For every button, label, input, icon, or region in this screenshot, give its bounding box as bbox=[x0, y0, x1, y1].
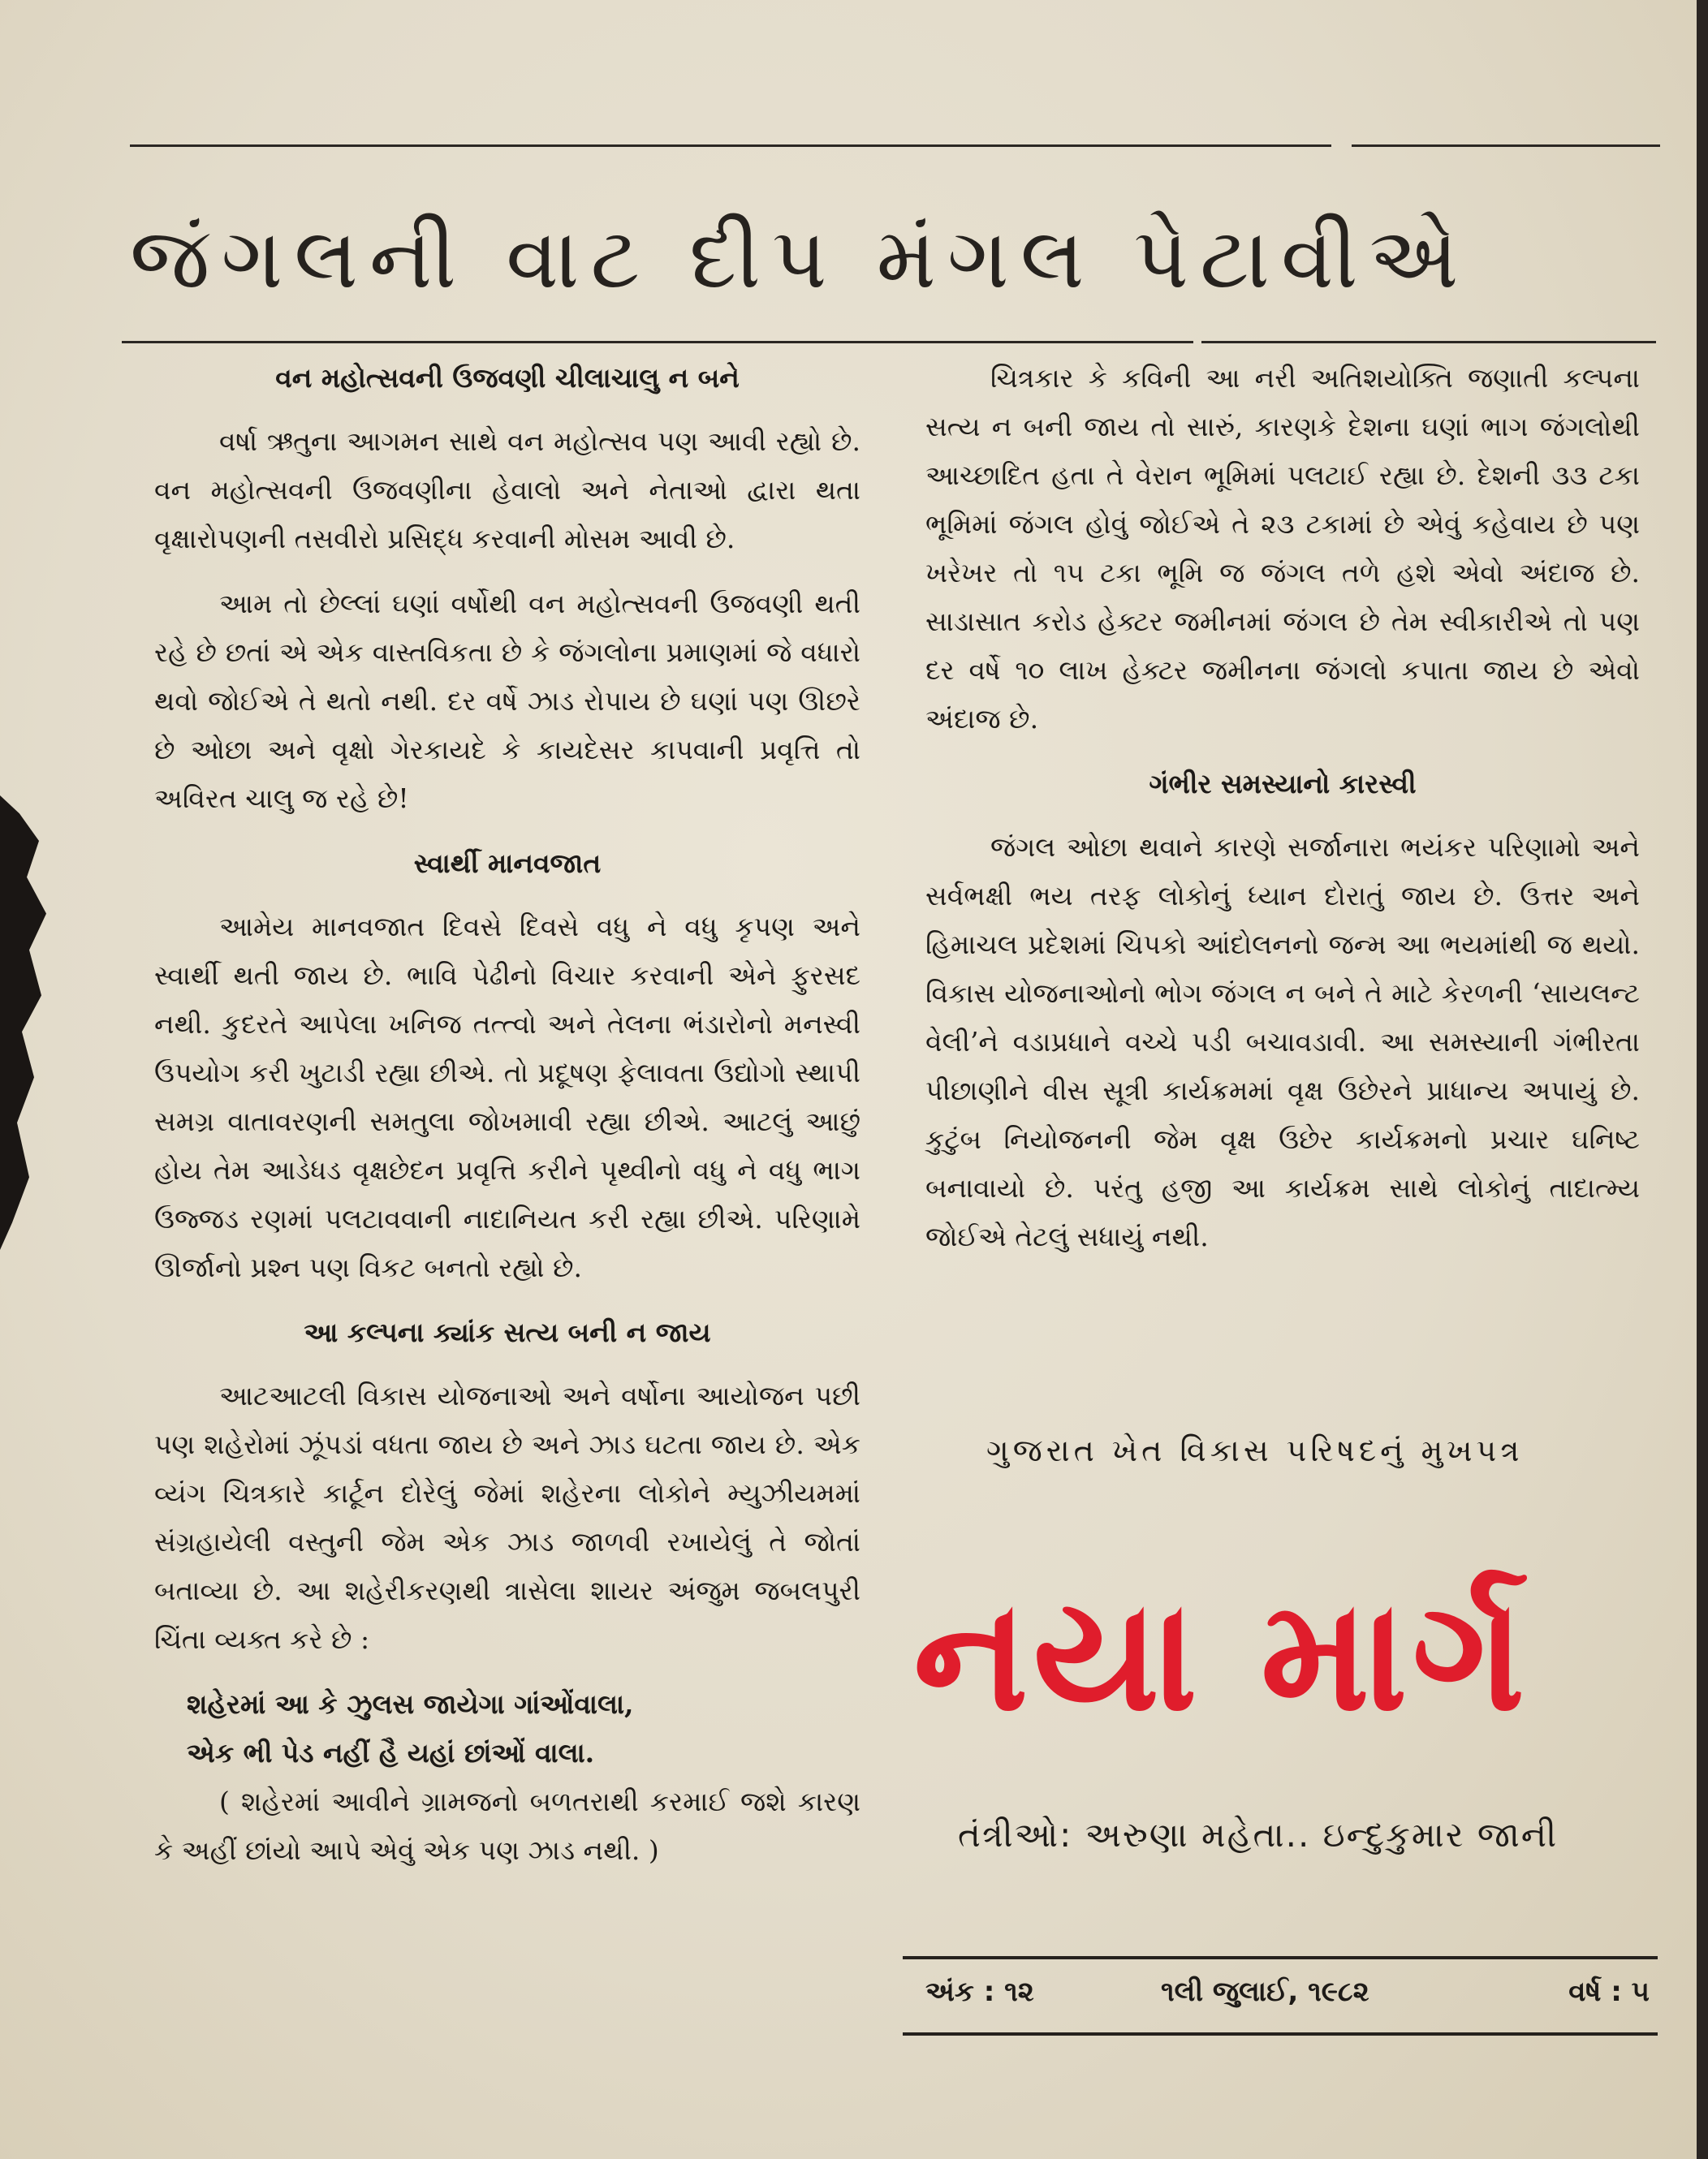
headline-rule-left bbox=[122, 341, 1193, 343]
torn-edge bbox=[0, 795, 49, 1250]
left-column-heading: વન મહોત્સવની ઉજવણી ચીલાચાલુ ન બને bbox=[275, 362, 740, 394]
left-paragraph-3: આમેય માનવજાત દિવસે દિવસે વધુ ને વધુ કૃપણ અને સ્વાર્થી થતી જાય છે. ભાવિ પેઢીનો વિચાર કરવાની એને ફુરસદ નથી. કુદરતે આપેલા ખનિજ તત્ત્વો અને તેલના ભંડારોનો મનસ્વી ઉપયોગ કરી ખુટાડી રહ્યા છીએ. તો પ્રદૂષણ ફેલાવતા ઉદ્યોગો સ્થાપી સમગ્ર વાતાવરણની સમતુલા જોખમાવી રહ્યા છીએ. આટલું આછું હોય તેમ આડેધડ વૃક્ષછેદન પ્રવૃત્તિ કરીને પૃથ્વીનો વધુ ને વધુ ભાગ ઉજ્જડ રણમાં પલટાવવાની નાદાનિયત કરી રહ્યા છીએ. પરિણામે ઊર્જાનો પ્રશ્ન પણ વિકટ બનતો રહ્યો છે. bbox=[154, 911, 860, 1283]
editors-line: તંત્રીઓ: અરુણા મહેતા.. ઇન્દુકુમાર જાની bbox=[958, 1815, 1559, 1855]
left-subheading-2: આ કલ્પના ક્યાંક સત્ય બની ન જાય bbox=[304, 1317, 711, 1348]
issue-bar bbox=[903, 1956, 1658, 2036]
left-column bbox=[154, 349, 860, 1891]
right-paragraph-1: ચિત્રકાર કે કવિની આ નરી અતિશયોક્તિ જણાતી કલ્પના સત્ય ન બની જાય તો સારું, કારણકે દેશના ઘણાં ભાગ જંગલોથી આચ્છાદિત હતા તે વેરાન ભૂમિમાં પલટાઈ રહ્યા છે. દેશની ૩૩ ટકા ભૂમિમાં જંગલ હોવું જોઈએ તે ૨૩ ટકામાં છે એવું કહેવાય છે પણ ખરેખર તો ૧૫ ટકા ભૂમિ જ જંગલ તળે હશે એવો અંદાજ છે. સાડાસાત કરોડ હેક્ટર જમીનમાં જંગલ છે તેમ સ્વીકારીએ તો પણ દર વર્ષે ૧૦ લાખ હેક્ટર જમીનના જંગલો કપાતા જાય છે એવો અંદાજ છે. bbox=[925, 362, 1640, 735]
poem-line-1: શહેરમાં આ કે ઝુલસ જાયેગા ગાંઓંવાલા, bbox=[187, 1688, 634, 1720]
right-paragraph-2: જંગલ ઓછા થવાને કારણે સર્જાનારા ભયંકર પરિણામો અને સર્વભક્ષી ભય તરફ લોકોનું ધ્યાન દોરાતું જાય છે. ઉત્તર અને હિમાચલ પ્રદેશમાં ચિપકો આંદોલનનો જન્મ આ ભયમાંથી જ થયો. વિકાસ યોજનાઓનો ભોગ જંગલ ન બને તે માટે કેરળની ‘સાયલન્ટ વેલી’ને વડાપ્રધાને વચ્ચે પડી બચાવડાવી. આ સમસ્યાની ગંભીરતા પીછાણીને વીસ સૂત્રી કાર્યક્રમમાં વૃક્ષ ઉછેરને પ્રાધાન્ય અપાયું છે. કુટુંબ નિયોજનની જેમ વૃક્ષ ઉછેર કાર્યક્રમનો પ્રચાર ઘનિષ્ટ બનાવાયો છે. પરંતુ હજી આ કાર્યક્રમ સાથે લોકોનું તાદાત્મ્ય જોઈએ તેટલું સધાયું નથી. bbox=[925, 831, 1640, 1252]
masthead-subtitle: ગુજરાત ખેત વિકાસ પરિષદનું મુખપત્ર bbox=[986, 1433, 1524, 1468]
poem-translation: ( શહેરમાં આવીને ગ્રામજનો બળતરાથી કરમાઈ જશે કારણ કે અહીં છાંયો આપે એવું એક પણ ઝાડ નથી. ) bbox=[154, 1786, 860, 1866]
issue-date: ૧લી જુલાઈ, ૧૯૮૨ bbox=[1161, 1976, 1369, 2008]
right-column bbox=[925, 354, 1640, 1278]
top-rule-right bbox=[1352, 144, 1660, 147]
issue-number: અંક : ૧૨ bbox=[925, 1976, 1034, 2008]
top-rule-left bbox=[130, 144, 1331, 147]
poem-line-2: એક ભી પેડ નહીં હૈ યહાં છાંઓં વાલા. bbox=[187, 1737, 595, 1769]
issue-year: વર્ષ : ૫ bbox=[1568, 1976, 1650, 2008]
left-paragraph-2: આમ તો છેલ્લાં ઘણાં વર્ષોથી વન મહોત્સવની ઉજવણી થતી રહે છે છતાં એ એક વાસ્તવિકતા છે કે જંગલોના પ્રમાણમાં જે વધારો થવો જોઈએ તે થતો નથી. દર વર્ષે ઝાડ રોપાય છે ઘણાં પણ ઊછરે છે ઓછા અને વૃક્ષો ગેરકાયદે કે કાયદેસર કાપવાની પ્રવૃત્તિ તો અવિરત ચાલુ જ રહે છે! bbox=[154, 588, 860, 814]
left-paragraph-4: આટઆટલી વિકાસ યોજનાઓ અને વર્ષોના આયોજન પછી પણ શહેરોમાં ઝૂંપડાં વધતા જાય છે અને ઝાડ ઘટતા જાય છે. એક વ્યંગ ચિત્રકારે કાર્ટૂન દોરેલું જેમાં શહેરના લોકોને મ્યુઝીયમમાં સંગ્રહાયેલી વસ્તુની જેમ એક ઝાડ જાળવી રખાયેલું તે જોતાં બતાવ્યા છે. આ શહેરીકરણથી ત્રાસેલા શાયર અંજુમ જબલપુરી ચિંતા વ્યક્ત કરે છે : bbox=[154, 1380, 860, 1655]
headline-rule-right bbox=[1201, 341, 1656, 343]
right-subheading: ગંભીર સમસ્યાનો કારસ્વી bbox=[1149, 768, 1417, 799]
left-paragraph-1: વર્ષા ઋતુના આગમન સાથે વન મહોત્સવ પણ આવી રહ્યો છે. વન મહોત્સવની ઉજવણીના હેવાલો અને નેતાઓ દ્વારા થતા વૃક્ષારોપણની તસવીરો પ્રસિદ્ધ કરવાની મોસમ આવી છે. bbox=[154, 425, 860, 554]
masthead-title: નયા માર્ગ bbox=[913, 1566, 1530, 1745]
left-subheading-1: સ્વાર્થી માનવજાત bbox=[413, 847, 602, 879]
poem bbox=[154, 1680, 860, 1778]
headline: જંગલની વાટ દીપ મંગલ પેટાવીએ bbox=[130, 209, 1470, 308]
